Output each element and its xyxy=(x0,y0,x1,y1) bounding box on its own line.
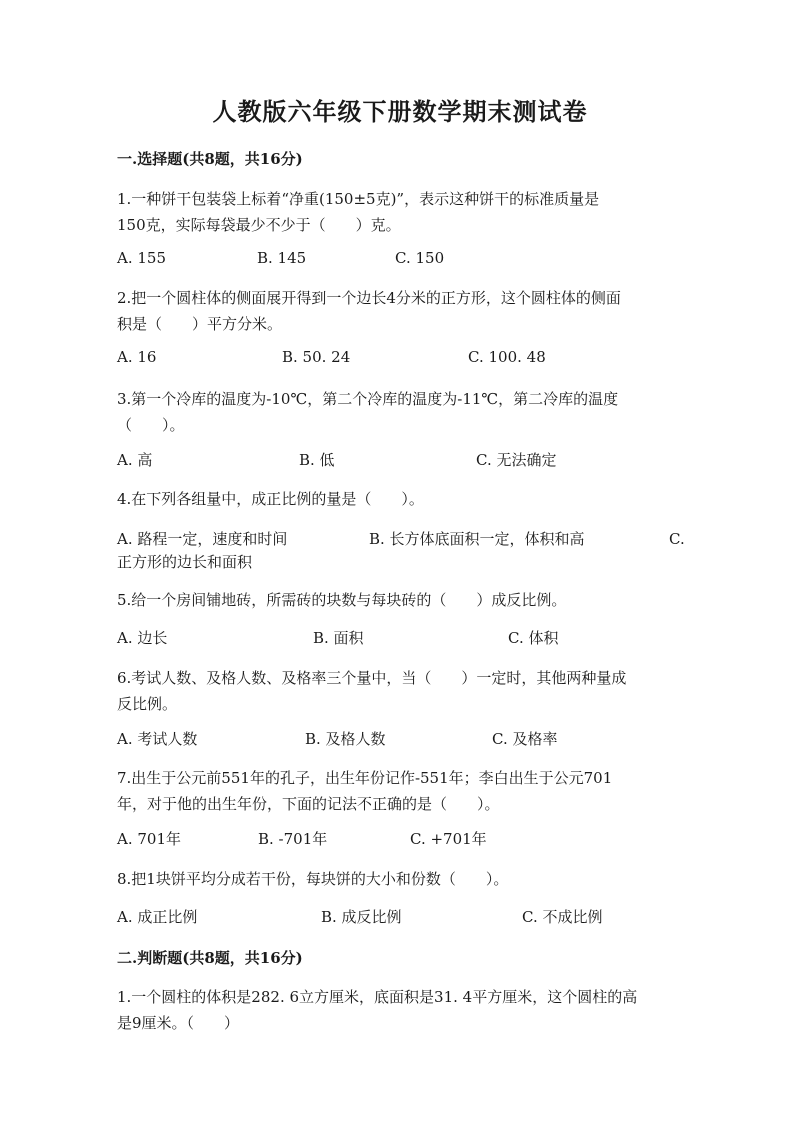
options-7 xyxy=(117,828,687,854)
option-c-label: C. xyxy=(669,530,685,548)
question-text-line: 1.一个圆柱的体积是282. 6立方厘米，底面积是31. 4平方厘米，这个圆柱的高 xyxy=(117,988,638,1006)
question-text-line: 1.一种饼干包装袋上标着“净重(150±5克)”，表示这种饼干的标准质量是 xyxy=(117,190,600,208)
question-4 xyxy=(117,486,687,512)
option-a: A. 16 xyxy=(117,348,157,366)
section-heading-judgement: 二.判断题(共8题，共16分) xyxy=(117,949,303,967)
options-5 xyxy=(117,627,687,653)
question-text-line: 4.在下列各组量中，成正比例的量是（ ）。 xyxy=(117,490,424,508)
option-c: C. 不成比例 xyxy=(522,908,603,926)
question-text-line: 5.给一个房间铺地砖，所需砖的块数与每块砖的（ ）成反比例。 xyxy=(117,591,567,609)
option-b: B. 面积 xyxy=(313,629,364,647)
option-a: A. 考试人数 xyxy=(117,730,198,748)
question-text-line: 年，对于他的出生年份，下面的记法不正确的是（ ）。 xyxy=(117,795,500,813)
question-text-line: 2.把一个圆柱体的侧面展开得到一个边长4分米的正方形，这个圆柱体的侧面 xyxy=(117,289,621,307)
question-text-line: 是9厘米。（ ） xyxy=(117,1014,240,1032)
option-b: B. 及格人数 xyxy=(305,730,386,748)
option-c-text: 正方形的边长和面积 xyxy=(117,553,253,571)
option-b: B. 低 xyxy=(299,451,335,469)
option-a: A. 高 xyxy=(117,451,153,469)
question-text-line: 3.第一个冷库的温度为-10℃，第二个冷库的温度为-11℃，第二冷库的温度 xyxy=(117,390,619,408)
question-6 xyxy=(117,665,687,717)
options-6 xyxy=(117,728,687,754)
option-a: A. 边长 xyxy=(117,629,168,647)
option-c: C. 无法确定 xyxy=(476,451,557,469)
question-text-line: 8.把1块饼平均分成若干份，每块饼的大小和份数（ ）。 xyxy=(117,870,509,888)
page-title: 人教版六年级下册数学期末测试卷 xyxy=(212,97,588,126)
options-3 xyxy=(117,449,687,475)
option-b: B. 145 xyxy=(257,249,307,267)
option-c: C. 及格率 xyxy=(492,730,558,748)
question-text-line: （ ）。 xyxy=(117,416,185,434)
question-2 xyxy=(117,285,687,337)
options-2 xyxy=(117,348,687,374)
option-a: A. 成正比例 xyxy=(117,908,198,926)
option-c: C. 体积 xyxy=(508,629,559,647)
question-3 xyxy=(117,386,687,438)
option-c: C. +701年 xyxy=(410,830,487,848)
option-a: A. 155 xyxy=(117,249,166,267)
question-text-line: 6.考试人数、及格人数、及格率三个量中，当（ ）一定时，其他两种量成 xyxy=(117,669,627,687)
section-heading-choice: 一.选择题(共8题，共16分) xyxy=(117,150,303,168)
option-c: C. 100. 48 xyxy=(468,348,546,366)
options-8 xyxy=(117,906,687,932)
option-c: C. 150 xyxy=(395,249,445,267)
option-a: A. 701年 xyxy=(117,830,181,848)
question-text-line: 反比例。 xyxy=(117,695,178,713)
question-5 xyxy=(117,587,687,613)
option-b: B. -701年 xyxy=(258,830,328,848)
question-text-line: 7.出生于公元前551年的孔子，出生年份记作-551年；李白出生于公元701 xyxy=(117,769,613,787)
judgement-1 xyxy=(117,984,687,1036)
option-b: B. 成反比例 xyxy=(321,908,402,926)
option-b: B. 长方体底面积一定，体积和高 xyxy=(369,530,585,548)
question-1 xyxy=(117,186,687,238)
option-a: A. 路程一定，速度和时间 xyxy=(117,530,288,548)
question-text-line: 150克，实际每袋最少不少于（ ）克。 xyxy=(117,216,401,234)
options-1 xyxy=(117,249,687,275)
question-7 xyxy=(117,765,687,817)
option-b: B. 50. 24 xyxy=(282,348,351,366)
question-text-line: 积是（ ）平方分米。 xyxy=(117,315,283,333)
question-8 xyxy=(117,866,687,892)
